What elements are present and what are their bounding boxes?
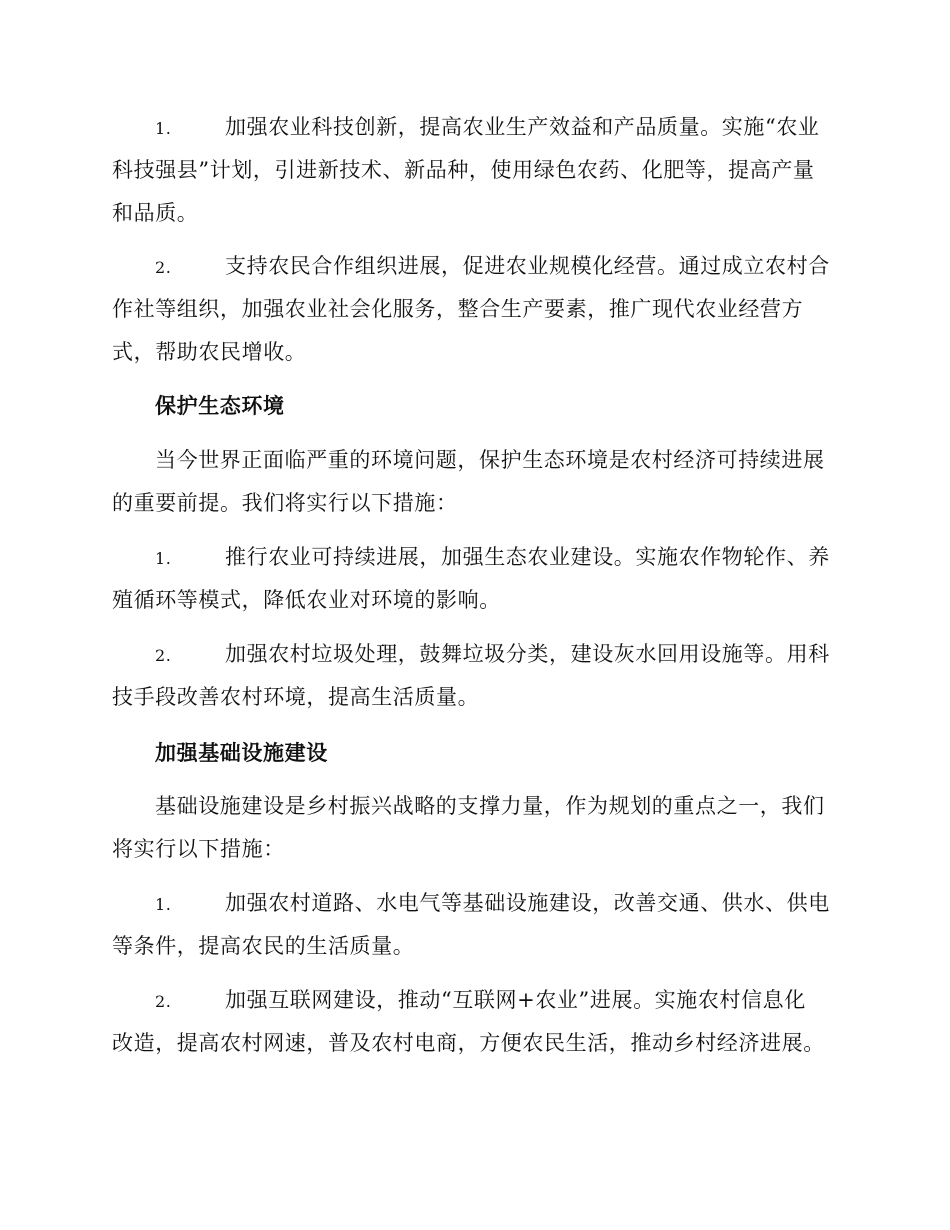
list-number: 2. (155, 992, 172, 1011)
paragraph-text: 加强互联网建设，推动“互联网+农业”进展。实施农村信息化 (225, 988, 806, 1012)
paragraph-text: 等条件，提高农民的生活质量。 (112, 934, 415, 958)
list-item-first-line (112, 979, 834, 1022)
list-item-infra-2 (112, 979, 834, 1065)
list-item-eco-1 (112, 536, 834, 622)
paragraph-text: 技手段改善农村环境，提高生活质量。 (112, 685, 480, 709)
paragraph-text: 将实行以下措施： (112, 837, 285, 861)
list-number: 1. (155, 119, 172, 138)
section-heading-eco: 保护生态环境 (155, 393, 285, 418)
paragraph-text: 推行农业可持续进展，加强生态农业建设。实施农作物轮作、养 (225, 545, 830, 569)
paragraph-text: 殖循环等模式，降低农业对环境的影响。 (112, 588, 501, 612)
paragraph-text: 改造，提高农村网速，普及农村电商，方便农民生活，推动乡村经济进展。 (112, 1031, 825, 1055)
list-number: 1. (155, 895, 172, 914)
paragraph-text: 基础设施建设是乡村振兴战略的支撑力量，作为规划的重点之一，我们 (155, 794, 825, 818)
paragraph-text: 科技强县”计划，引进新技术、新品种，使用绿色农药、化肥等，提高产量 (112, 158, 815, 182)
paragraph-text: 当今世界正面临严重的环境问题，保护生态环境是农村经济可持续进展 (155, 448, 825, 472)
list-item-first-line (112, 633, 834, 676)
list-item-first-line (112, 882, 834, 925)
list-item-agri-2 (112, 245, 834, 374)
paragraph-text: 式，帮助农民增收。 (112, 340, 307, 364)
list-item-agri-1 (112, 106, 834, 235)
paragraph-text: 加强农村垃圾处理，鼓舞垃圾分类，建设灰水回用设施等。用科 (225, 642, 830, 666)
list-number: 2. (155, 646, 172, 665)
list-number: 1. (155, 549, 172, 568)
list-number: 2. (155, 258, 172, 277)
list-item-eco-2 (112, 633, 834, 719)
paragraph-text: 加强农村道路、水电气等基础设施建设，改善交通、供水、供电 (225, 891, 830, 915)
paragraph-text: 的重要前提。我们将实行以下措施： (112, 491, 458, 515)
list-item-infra-1 (112, 882, 834, 968)
list-item-first-line (112, 106, 834, 149)
section-heading-infra: 加强基础设施建设 (155, 740, 328, 765)
paragraph-text: 作社等组织，加强农业社会化服务，整合生产要素，推广现代农业经营方 (112, 297, 804, 321)
paragraph-text: 加强农业科技创新，提高农业生产效益和产品质量。实施“农业 (225, 115, 820, 139)
list-item-first-line (112, 536, 834, 579)
intro-paragraph-infra (112, 785, 834, 871)
paragraph-text: 支持农民合作组织进展，促进农业规模化经营。通过成立农村合 (225, 254, 830, 278)
intro-paragraph-eco (112, 439, 834, 525)
paragraph-text: 和品质。 (112, 201, 199, 225)
list-item-first-line (112, 245, 834, 288)
